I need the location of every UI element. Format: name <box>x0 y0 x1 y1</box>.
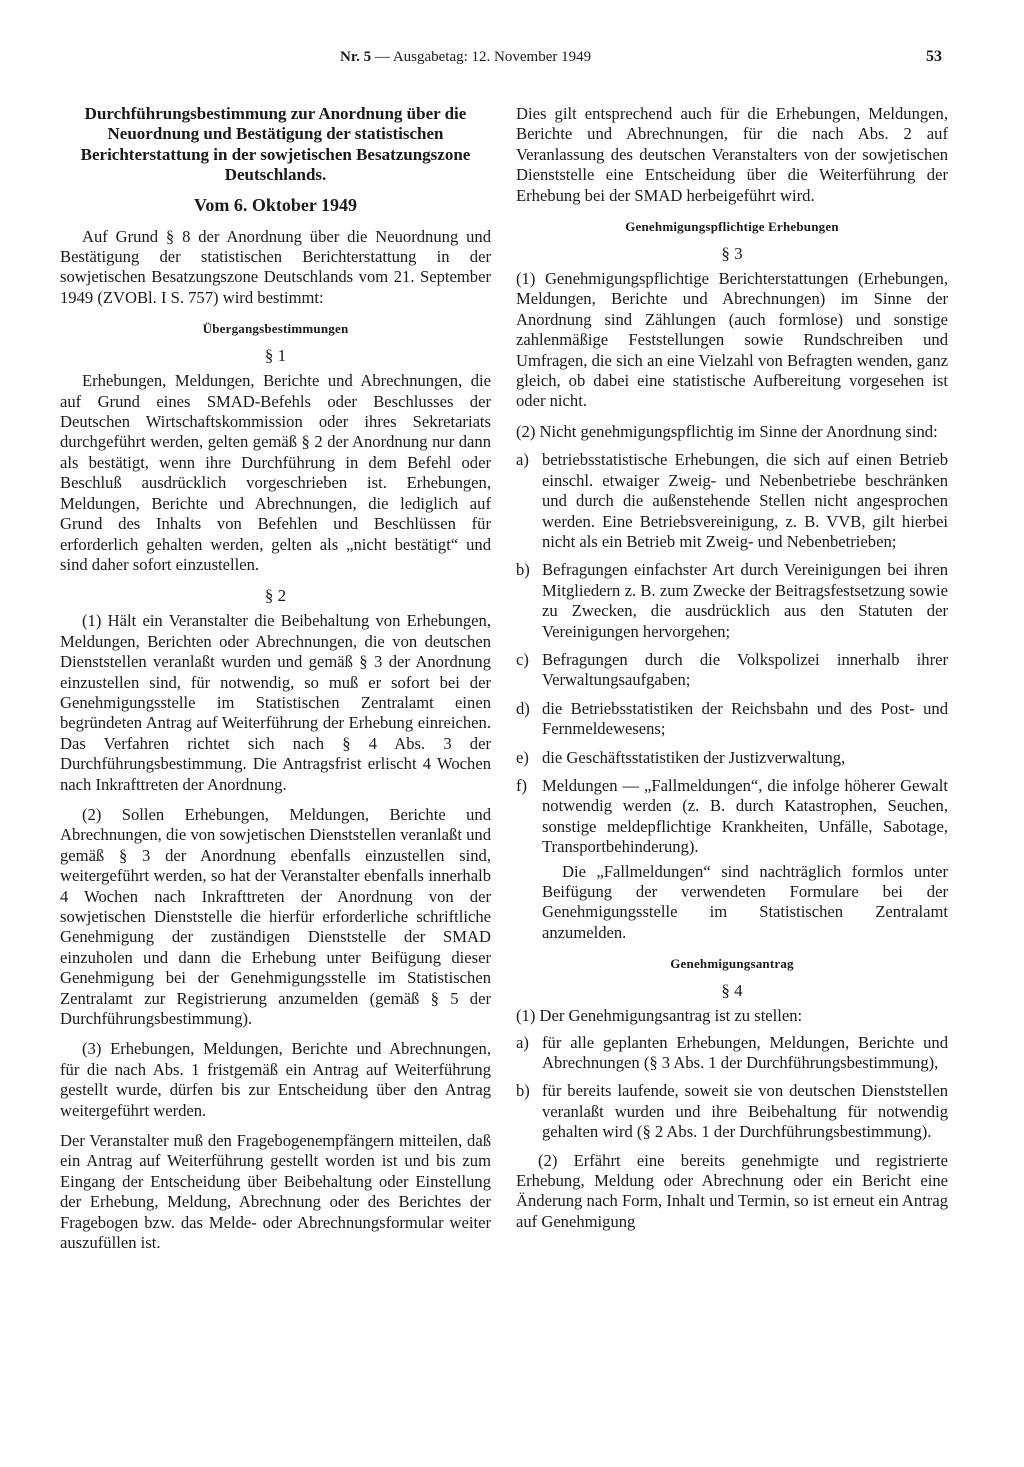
list-item <box>516 748 948 768</box>
list-item-marker: c) <box>516 649 529 669</box>
list-item <box>516 560 948 642</box>
section-2-paragraph-1: (1) Hält ein Veranstalter die Beibehaltung von Erhebungen, Meldungen, Berichten oder Abrechnungen, die von deutschen Dienststellen veranlaßt wurden und gemäß § 3 der Anordnung einzustellen sind, für notwendig, so muß er sofort bei der Genehmigungsstelle im Statistischen Zentralamt einen begründeten Antrag auf Weiterführung der Erhebung einreichen. Das Verfahren richtet sich nach § 4 Abs. 3 der Durchführungsbestimmung. Die Antragsfrist erlischt 4 Wochen nach Inkrafttreten der Anordnung. <box>60 611 491 794</box>
list-item <box>516 1081 948 1142</box>
list-item-marker: b) <box>516 560 530 580</box>
section-1-heading: § 1 <box>264 346 287 366</box>
issue-line <box>340 45 591 69</box>
list-item-marker: a) <box>516 1032 529 1052</box>
list-item <box>516 450 948 552</box>
section-4-paragraph-2: (2) Erfährt eine bereits genehmigte und registrierte Erhebung, Meldung oder Abrechnung oder ein Bericht eine Änderung nach Form, Inhalt und Termin, so ist erneut ein Antrag auf Genehmigung <box>516 1150 948 1231</box>
list-item-text: Befragungen durch die Volkspolizei innerhalb ihrer Verwaltungsaufgaben; <box>542 649 948 690</box>
left-column <box>60 104 491 1254</box>
section-4-heading: § 4 <box>721 981 743 1001</box>
issue-date: Ausgabetag: 12. November 1949 <box>392 49 592 65</box>
fallmeldungen-note: Die „Fallmeldungen“ sind nachträglich formlos unter Beifügung der verwendeten Formulare bei der Genehmigungsstelle im Statistischen Zentralamt anzumelden. <box>542 861 948 942</box>
section-2-paragraph-2: (2) Sollen Erhebungen, Meldungen, Berichte und Abrechnungen, die von sowjetischen Dienststellen veranlaßt und gemäß § 3 der Anordnung ebenfalls einzustellen sind, weitergeführt werden, so hat der Veranstalter ebenfalls innerhalb 4 Wochen nach Inkrafttreten der Anordnung von der sowjetischen Dienststelle die hierfür erforderliche schriftliche Genehmigung der zuständigen Dienststelle der SMAD einzuholen und dann die Erhebung unter Beifügung dieser Genehmigung bei der Genehmigungsstelle im Statistischen Zentralamt zur Registrierung anzumelden (gemäß § 5 der Durchführungsbestimmung). <box>60 804 491 1029</box>
intro-paragraph: Auf Grund § 8 der Anordnung über die Neuordnung und Bestätigung der statistischen Berichterstattung in der sowjetischen Besatzungszone Deutschlands vom 21. September 1949 (ZVOBl. I S. 757) wird bestimmt: <box>60 226 491 307</box>
page-header <box>0 45 1024 69</box>
list-item <box>516 699 948 740</box>
list-item-text: die Betriebsstatistiken der Reichsbahn und des Post- und Fernmeldewesens; <box>542 698 948 739</box>
list-item-marker: d) <box>516 698 530 718</box>
list-item-text: Befragungen einfachster Art durch Vereinigungen bei ihren Mitgliedern z. B. zum Zwecke der Beitragsfestsetzung sowie zu Zwecken, die ausdrücklich aus den Statuten der Vereinigungen hervorgehen; <box>542 560 948 641</box>
list-item-text: die Geschäftsstatistiken der Justizverwaltung, <box>542 747 846 767</box>
list-item-marker: a) <box>516 450 529 470</box>
subheading-genehmigungspflichtige-erhebungen: Genehmigungspflichtige Erhebungen <box>625 219 839 235</box>
document-title: Durchführungsbestimmung zur Anordnung über die Neuordnung und Bestätigung der statistischen Berichterstattung in der sowjetischen Besatzungszone Deutschlands. <box>80 104 471 185</box>
list-item-marker: f) <box>516 775 528 795</box>
section-2-paragraph-3: (3) Erhebungen, Meldungen, Berichte und Abrechnungen, für die nach Abs. 1 fristgemäß ein Antrag auf Weiterführung gestellt wurde, dürfen bis zur Entscheidung über den Antrag weitergeführt werden. <box>60 1039 491 1120</box>
list-item <box>516 1033 948 1074</box>
right-column <box>516 104 948 1232</box>
list-item-text: betriebsstatistische Erhebungen, die sich auf einen Betrieb einschl. etwaiger Zweig- und Nebenbetriebe beschränken und durch die außenstehende Stellen nicht angesprochen werden. Eine Betriebsvereinigung, z. B. VVB, gilt hierbei nicht als ein Betrieb mit Zweig- und Nebenbetrieben; <box>542 450 948 551</box>
section-3-heading: § 3 <box>721 244 743 264</box>
subheading-uebergangsbestimmungen: Übergangsbestimmungen <box>202 321 349 337</box>
list-item-text: Meldungen — „Fallmeldungen“, die infolge höherer Gewalt notwendig werden (z. B. durch Katastrophen, Seuchen, sonstige meldepflichtige Krankheiten, Unfälle, Sabotage, Transportbehinderung). <box>542 775 948 857</box>
section-3-paragraph-2: (2) Nicht genehmigungspflichtig im Sinne der Anordnung sind: <box>516 421 938 441</box>
list-item <box>516 650 948 691</box>
list-item-marker: e) <box>516 747 529 767</box>
header-separator: — <box>374 49 390 65</box>
subheading-genehmigungsantrag: Genehmigungsantrag <box>670 956 794 972</box>
list-item-text: für alle geplanten Erhebungen, Meldungen, Berichte und Abrechnungen (§ 3 Abs. 1 der Durchführungsbestimmung), <box>542 1032 948 1073</box>
list-item-marker: b) <box>516 1081 530 1101</box>
list-item <box>516 776 948 858</box>
page-number: 53 <box>926 48 942 65</box>
section-4-paragraph-1: (1) Der Genehmigungsantrag ist zu stellen: <box>516 1006 803 1026</box>
section-2-paragraph-4: Der Veranstalter muß den Fragebogenempfängern mitteilen, daß ein Antrag auf Weiterführung gestellt worden ist und bis zum Eingang der Entscheidung über Beibehaltung oder Einstellung der Erhebung, Meldung, Abrechnung oder des Berichtes der Fragebogen bzw. das Melde- oder Abrechnungsformular weiter auszufüllen ist. <box>60 1131 491 1253</box>
section-3-paragraph-1: (1) Genehmigungspflichtige Berichterstattungen (Erhebungen, Meldungen, Berichte und Abrechnungen) im Sinne der Anordnung sind Zählungen (auch formlose) und sonstige zahlenmäßige Feststellungen sowie Rundschreiben und Umfragen, die sich an eine Vielzahl von Befragten wenden, ganz gleich, ob dabei eine statistische Aufbereitung vorgesehen ist oder nicht. <box>516 269 948 411</box>
section-1-paragraph: Erhebungen, Meldungen, Berichte und Abrechnungen, die auf Grund eines SMAD-Befehls oder Beschlusses der Deutschen Wirtschaftskommission oder ihres Sekretariats durchgeführt werden, gelten gemäß § 2 der Anordnung nur dann als bestätigt, wenn ihre Durchführung in dem Befehl oder Beschluß ausdrücklich vorgeschrieben ist. Erhebungen, Meldungen, Berichte und Abrechnungen, die lediglich auf Grund des Inhalts von Befehlen und Beschlüssen für erforderlich gehalten werden, gelten als „nicht bestätigt“ und sind daher sofort einzustellen. <box>60 371 491 574</box>
continued-paragraph: Dies gilt entsprechend auch für die Erhebungen, Meldungen, Berichte und Abrechnungen, für die nach Abs. 2 auf Veranlassung des deutschen Veranstalters von der sowjetischen Dienststelle eine Entscheidung über die Weiterführung der Erhebung bei der SMAD herbeigeführt wird. <box>516 104 948 205</box>
section-2-heading: § 2 <box>264 586 287 606</box>
issue-number: Nr. 5 <box>340 49 372 65</box>
list-item-text: für bereits laufende, soweit sie von deutschen Dienststellen veranlaßt wurden und ihre Beibehaltung für notwendig gehalten wird (§ 2 Abs. 1 der Durchführungsbestimmung). <box>542 1081 948 1142</box>
document-date: Vom 6. Oktober 1949 <box>193 194 357 215</box>
